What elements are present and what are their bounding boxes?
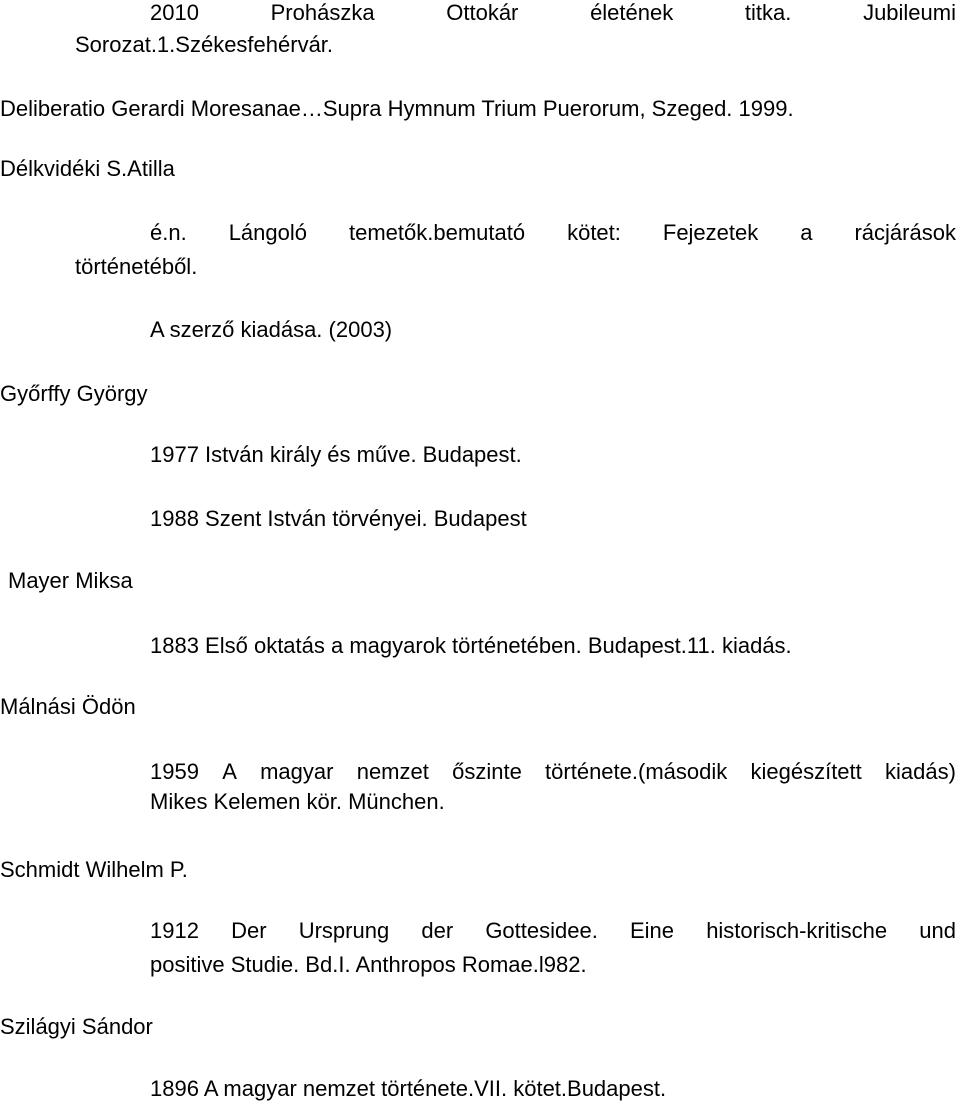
word: Jubileumi: [863, 0, 956, 25]
bib-entry: 1883 Első oktatás a magyarok történetében. Budapest.11. kiadás.: [150, 633, 792, 658]
word: életének: [590, 0, 674, 25]
word: Lángoló: [228, 220, 307, 245]
bib-entry: 1977 István király és műve. Budapest.: [150, 442, 522, 467]
word: Ottokár: [446, 0, 519, 25]
word: é.n.: [150, 220, 187, 245]
word: története.(második: [545, 759, 728, 784]
word: Gottesidee.: [485, 918, 598, 943]
word: Fejezetek: [662, 220, 759, 245]
word: Prohászka: [270, 0, 375, 25]
word: historisch-kritische: [706, 918, 888, 943]
word: nemzet: [356, 759, 429, 784]
word: 1912: [150, 918, 199, 943]
author-name: Schmidt Wilhelm P.: [0, 857, 188, 882]
word: rácjárások: [854, 220, 956, 245]
bib-entry-continuation: Mikes Kelemen kör. München.: [150, 789, 445, 814]
word: kiadás): [885, 759, 956, 784]
bib-entry-line: [150, 0, 956, 26]
word: 2010: [150, 0, 199, 25]
word: 1959: [150, 759, 199, 784]
bib-entry-continuation: positive Studie. Bd.I. Anthropos Romae.l982.: [150, 952, 587, 977]
bib-entry: 1896 A magyar nemzet története.VII. kötet.Budapest.: [150, 1076, 667, 1101]
bib-entry-continuation: Sorozat.1.Székesfehérvár.: [75, 32, 334, 57]
author-name: Szilágyi Sándor: [0, 1014, 153, 1039]
author-name: Délkvidéki S.Atilla: [0, 156, 175, 181]
bib-entry-line: [150, 918, 956, 944]
bib-entry: Deliberatio Gerardi Moresanae…Supra Hymnum Trium Puerorum, Szeged. 1999.: [0, 96, 794, 121]
word: titka.: [744, 0, 792, 25]
word: a: [800, 220, 813, 245]
word: und: [919, 918, 956, 943]
bib-entry-line: [150, 759, 956, 785]
bib-entry: A szerző kiadása. (2003): [150, 317, 393, 342]
word: kiegészített: [750, 759, 862, 784]
bib-entry-continuation: történetéből.: [75, 254, 198, 279]
bib-entry: 1988 Szent István törvényei. Budapest: [150, 506, 527, 531]
word: A: [222, 759, 237, 784]
word: őszinte: [452, 759, 522, 784]
bib-entry-line: [150, 220, 956, 246]
author-name: Győrffy György: [0, 381, 148, 406]
word: kötet:: [567, 220, 621, 245]
word: temetők.bemutató: [348, 220, 526, 245]
author-name: Mayer Miksa: [8, 568, 133, 593]
word: Eine: [629, 918, 675, 943]
word: der: [421, 918, 454, 943]
author-name: Málnási Ödön: [0, 694, 136, 719]
word: magyar: [260, 759, 334, 784]
word: Der: [231, 918, 267, 943]
word: Ursprung: [298, 918, 390, 943]
